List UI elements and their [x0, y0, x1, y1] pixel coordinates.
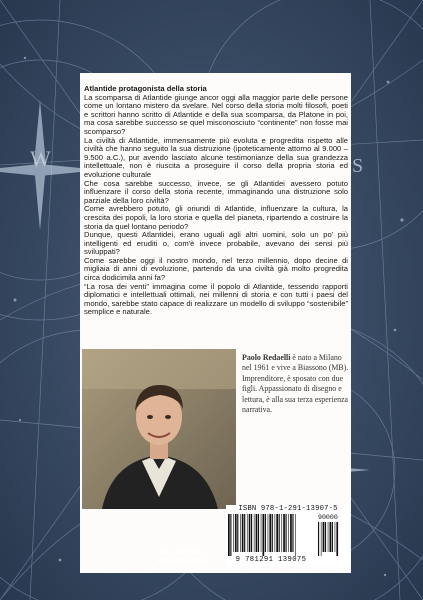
isbn-label: ISBN 978-1-291-13907-5 — [238, 505, 338, 513]
synopsis — [84, 85, 348, 317]
lulu-id-number: ID: 13311912 — [158, 547, 204, 556]
lulu-site: www.lulu.com — [156, 556, 206, 565]
publisher-id — [141, 547, 221, 565]
ean-digits: 9 781291 139075 — [235, 556, 307, 564]
author-bio — [242, 353, 352, 415]
text-panel — [80, 73, 351, 573]
synopsis-paragraph-4: Come avrebbero potuto, gli oriundi di Atlantide, influenzare la cultura, la crescita dei popoli, la loro storia e quella del pianeta, ripartendo a costruire la storia da quel lontano periodo? — [84, 204, 348, 231]
synopsis-title: Atlantide protagonista della storia — [84, 84, 207, 93]
synopsis-paragraph-6: Come sarebbe oggi il nostro mondo, nel terzo millennio, dopo decine di migliaia di anni di evoluzione, partendo da una civiltà già molto progredita circa dodicimila anni fa? — [84, 255, 348, 283]
compass-letter-s-top: S — [352, 155, 364, 177]
author-name: Paolo Redaelli — [242, 353, 291, 362]
compass-letter-w: W — [30, 146, 51, 171]
synopsis-paragraph-3: Che cosa sarebbe successo, invece, se gli Atlantidei avessero potuto influenzare il corso della storia recente, immaginando una distruzione solo parziale della loro civiltà? — [84, 178, 348, 205]
price-barcode-bars — [318, 522, 346, 556]
synopsis-paragraph-2: La civiltà di Atlantide, immensamente più evoluta e progredita rispetto alle civiltà che hanno seguito la sua distruzione (ipoteticamente attorno al 9.000 – 9.500 a.C.), pur avendo lasciato alcune testimonianze della sua grandezza intellettuale, non è riuscita a proseguire il corso della propria storia ed evoluzione culturale — [84, 135, 348, 179]
synopsis-paragraph-7: “La rosa dei venti” immagina come il popolo di Atlantide, tessendo rapporti diplomatici e intellettuali ottimali, nei millenni di storia e con tutti i paesi del mondo, sarebbe stato capace di realizzare un modello di sviluppo “sostenibile” semplice e naturale. — [84, 281, 348, 317]
author-bio-text: è nato a Milano nel 1961 e vive a Biassono (MB). Imprenditore, è sposato con due figli. Appassionato di disegno e lettura, è alla sua terza esperienza narrativa. — [242, 353, 349, 415]
author-photo — [82, 349, 236, 509]
synopsis-paragraph-1: La scomparsa di Atlantide giunge ancor oggi alla maggior parte delle persone come un lontano mistero da svelare. Nel corso della storia molti filosofi, poeti e scrittori hanno scritto di Atlantide e della sua scomparsa, da Platone in poi, ma cosa sarebbe successo se quel misconosciuto “continente” non fosse mai scomparso? — [84, 92, 348, 136]
synopsis-paragraph-5: Dunque, questi Atlantidei, erano uguali agli altri uomini, solo un po' più intelligenti ed eruditi o, com'è invece probabile, avevano dei sensi più sviluppati? — [84, 230, 348, 257]
isbn-barcode — [226, 505, 350, 567]
barcode-bars — [228, 514, 316, 556]
price-code: 90000 — [318, 514, 338, 521]
